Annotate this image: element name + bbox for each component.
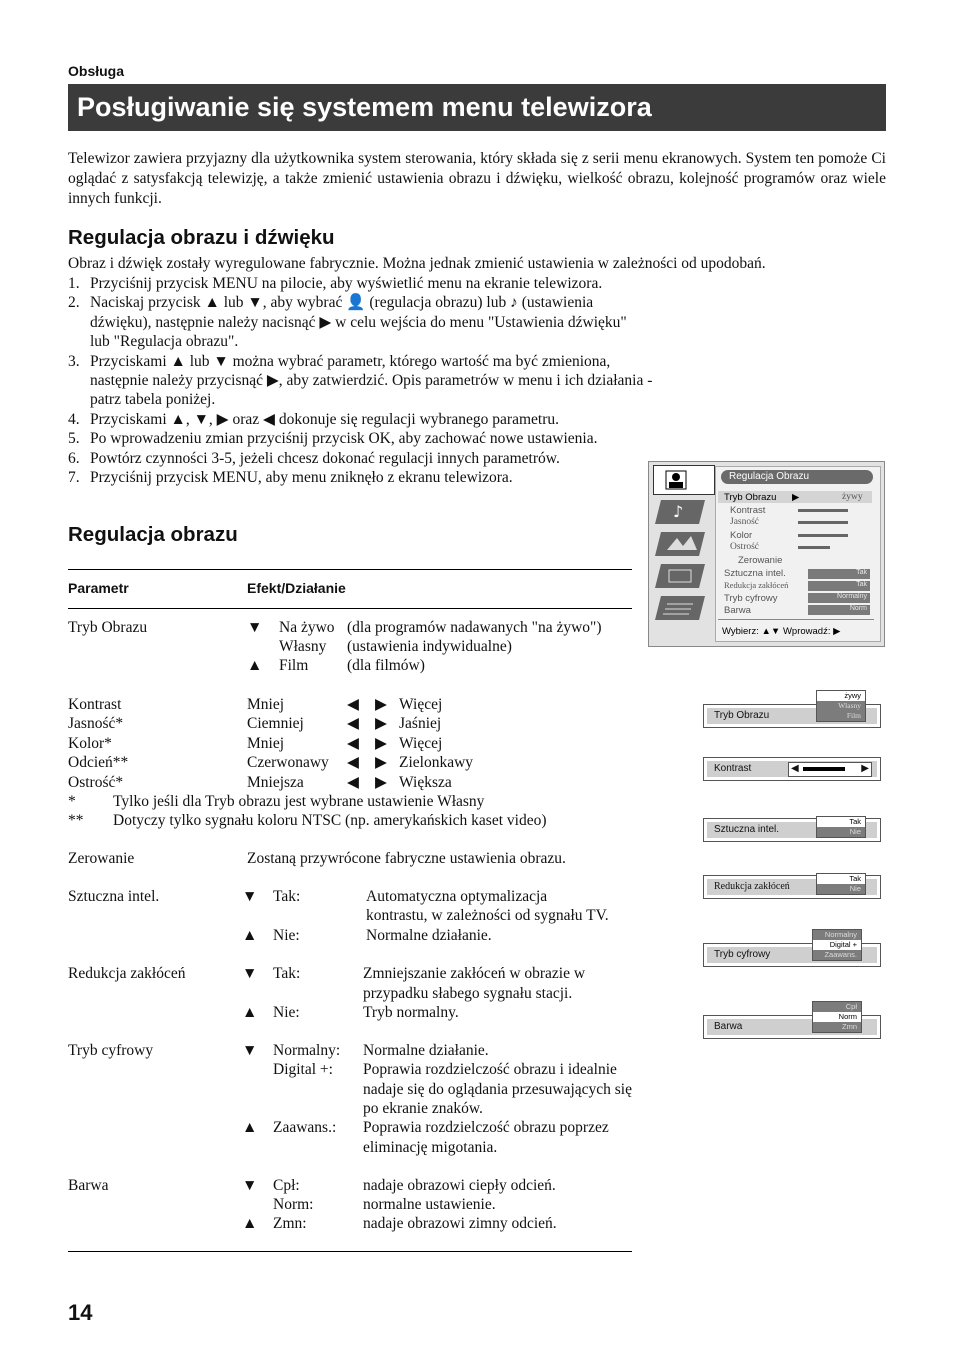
up-triangle-icon: ▲ — [242, 1119, 258, 1136]
box-label: Tryb Obrazu — [714, 710, 770, 721]
menu-item[interactable]: Zerowanie — [738, 555, 783, 566]
menu-panel — [715, 466, 881, 642]
footnote-text: Dotyczy tylko sygnału koloru NTSC (np. amerykańskich kaset video) — [113, 812, 547, 829]
value-label: Nie: — [273, 927, 300, 944]
menu-item[interactable]: Barwa — [724, 605, 751, 616]
option-item[interactable]: Norm — [813, 1012, 861, 1022]
value-desc: Normalne działanie. — [363, 1042, 489, 1059]
menu-divider — [718, 619, 874, 620]
down-triangle-icon: ▼ — [242, 888, 258, 905]
value-desc: (dla filmów) — [347, 657, 425, 674]
right-triangle-icon: ▶ — [375, 696, 387, 713]
value-label: Na żywo — [279, 619, 335, 636]
list-item: 5. Po wprowadzeniu zmian przyciśnij przycisk OK, aby zachować nowe ustawienia. — [68, 430, 598, 448]
table-header-parametr: Parametr — [68, 580, 129, 596]
picture-tab-icon[interactable] — [653, 465, 715, 495]
value-desc: nadaje obrazowi ciepły odcień. — [363, 1177, 556, 1194]
level-bar — [798, 534, 848, 537]
page-title: Posługiwanie się systemem menu telewizora — [68, 84, 886, 131]
sztuczna-options — [816, 816, 866, 838]
svg-text:♪: ♪ — [673, 502, 684, 521]
footnote-mark: ** — [68, 812, 84, 829]
section-heading-picture: Regulacja obrazu — [68, 523, 238, 546]
kontrast-slider[interactable] — [788, 762, 872, 777]
option-item[interactable]: Zaawans. — [824, 950, 857, 959]
preset-tab-icon[interactable] — [653, 594, 709, 622]
steps-list — [68, 274, 668, 487]
section-paragraph: Obraz i dźwięk zostały wyregulowane fabrycznie. Można jednak zmienić ustawienia w zależności od upodobań. — [68, 255, 766, 272]
list-item: 6. Powtórz czynności 3-5, jeżeli chcesz dokonać regulacji innych parametrów. — [68, 449, 560, 467]
up-triangle-icon: ▲ — [242, 927, 258, 944]
value-label: Zmn: — [273, 1215, 307, 1232]
option-item[interactable]: Digital + — [813, 940, 861, 950]
param-barwa: Barwa — [68, 1177, 109, 1194]
down-triangle-icon: ▼ — [247, 619, 263, 636]
left-triangle-icon: ◀ — [347, 754, 359, 772]
list-item: 3. Przyciskami ▲ lub ▼ można wybrać parametr, którego wartość ma być zmieniona, następnie należy przycisnąć ▶, aby zatwierdzić. Opis parametrów w menu i ich działania - patrz tabela poniżej. — [68, 352, 653, 409]
option-item[interactable]: Nie — [849, 827, 861, 836]
menu-item[interactable]: Jasność — [730, 517, 760, 527]
down-triangle-icon: ▼ — [242, 1177, 258, 1194]
value-desc: przypadku słabego sygnału stacji. — [363, 985, 573, 1002]
barwa-options — [812, 1001, 862, 1033]
menu-item[interactable]: Kolor — [730, 530, 753, 541]
option-item[interactable]: Zmn — [842, 1022, 857, 1031]
right-triangle-icon: ▶ — [375, 715, 387, 733]
menu-item-value: Norm — [808, 605, 870, 615]
option-item[interactable]: żywy — [817, 691, 865, 701]
footnote-mark: * — [68, 793, 76, 810]
param-redukcja: Redukcja zakłóceń — [68, 965, 186, 982]
left-triangle-icon: ◀ — [347, 773, 359, 791]
right-triangle-icon: ▶ — [375, 773, 387, 791]
value-label: Tak: — [273, 888, 301, 905]
table-rule-bottom — [68, 1251, 632, 1252]
value-desc: Poprawia rozdzielczość obrazu poprzez — [363, 1119, 609, 1136]
level-bar — [798, 509, 848, 512]
menu-tabs — [653, 462, 711, 644]
option-item[interactable]: Tak — [817, 817, 865, 827]
value-desc: po ekranie znaków. — [363, 1100, 483, 1117]
right-triangle-icon: ▶ — [861, 763, 869, 774]
value-desc: normalne ustawienie. — [363, 1196, 496, 1213]
box-label: Sztuczna intel. — [714, 824, 780, 835]
tryb-options — [816, 690, 866, 722]
value-label: Nie: — [273, 1004, 300, 1021]
right-triangle-icon: ▶ — [375, 734, 387, 752]
footnote-text: Tylko jeśli dla Tryb obrazu jest wybrane ustawienie Własny — [113, 793, 485, 810]
section-heading-sound-picture: Regulacja obrazu i dźwięku — [68, 226, 335, 249]
left-triangle-icon: ◀ — [347, 696, 359, 713]
value-label: Film — [279, 657, 309, 674]
redukcja-options — [816, 873, 866, 895]
box-label: Redukcja zakłóceń — [714, 881, 790, 892]
right-triangle-icon: ▶ — [375, 754, 387, 772]
option-item[interactable]: Nie — [849, 884, 861, 893]
menu-item-value: Tak — [808, 581, 870, 591]
down-triangle-icon: ▼ — [242, 965, 258, 982]
list-item: 2. Naciskaj przycisk ▲ lub ▼, aby wybrać 👤 (regulacja obrazu) lub ♪ (ustawienia dźwięku), następnie należy nacisnąć ▶ w celu wejścia do menu "Ustawienia dźwięku" lub "Regulacja obrazu". — [68, 294, 627, 351]
option-item[interactable]: Własny — [838, 701, 861, 710]
option-item[interactable]: Tak — [817, 874, 865, 884]
list-item: 7. Przyciśnij przycisk MENU, aby menu zniknęło z ekranu telewizora. — [68, 469, 513, 487]
menu-title: Regulacja Obrazu — [721, 470, 873, 484]
menu-item-value: Tak — [808, 569, 870, 579]
left-triangle-icon: ◀ — [347, 734, 359, 752]
value-desc: Normalne działanie. — [366, 927, 492, 944]
box-label: Tryb cyfrowy — [714, 949, 771, 960]
value-desc: nadaje się do oglądania przesuwających się — [363, 1081, 632, 1098]
features-tab-icon[interactable] — [653, 530, 709, 558]
menu-item[interactable]: Ostrość — [730, 542, 760, 552]
down-triangle-icon: ▼ — [242, 1042, 258, 1059]
table-header-efekt: Efekt/Działanie — [247, 580, 346, 596]
menu-item[interactable]: Redukcja zakłóceń — [724, 580, 789, 590]
value-desc: kontrastu, w zależności od sygnału TV. — [366, 907, 609, 924]
value-label: Tak: — [273, 965, 301, 982]
up-triangle-icon: ▲ — [242, 1004, 258, 1021]
left-triangle-icon: ◀ — [791, 763, 799, 774]
setup-tab-icon[interactable] — [653, 562, 709, 590]
slider-fill — [803, 767, 845, 771]
option-item[interactable]: Normalny — [824, 930, 857, 939]
level-bar — [798, 521, 848, 524]
right-triangle-icon: ▶ — [792, 492, 800, 503]
box-label: Kontrast — [714, 763, 752, 774]
value-desc: (dla programów nadawanych "na żywo") — [347, 619, 602, 636]
menu-item-value: żywy — [842, 492, 863, 502]
value-label: Cpł: — [273, 1177, 300, 1194]
value-desc: Zmniejszanie zakłóceń w obrazie w — [363, 965, 586, 982]
menu-item[interactable]: Sztuczna intel. — [724, 568, 786, 579]
param-tryb-obrazu: Tryb Obrazu — [68, 619, 148, 636]
box-label: Barwa — [714, 1021, 743, 1032]
value-label: Norm: — [273, 1196, 314, 1213]
value-desc: eliminację migotania. — [363, 1139, 498, 1156]
value-desc: nadaje obrazowi zimny odcień. — [363, 1215, 557, 1232]
value-desc: (ustawienia indywidualne) — [347, 638, 512, 655]
left-triangle-icon: ◀ — [347, 715, 359, 733]
menu-item[interactable]: Tryb Obrazu — [724, 492, 777, 503]
param-zerowanie: Zerowanie — [68, 850, 135, 867]
value-label: Zaawans.: — [273, 1119, 337, 1136]
list-item: 1. Przyciśnij przycisk MENU na pilocie, aby wyświetlić menu na ekranie telewizora. — [68, 275, 603, 292]
up-triangle-icon: ▲ — [247, 657, 263, 674]
cyfrowy-options — [812, 929, 862, 961]
up-triangle-icon: ▲ — [242, 1215, 258, 1232]
page-number: 14 — [68, 1300, 93, 1325]
menu-item[interactable]: Tryb cyfrowy — [724, 593, 778, 604]
value-desc: Tryb normalny. — [363, 1004, 459, 1021]
sound-tab-icon[interactable] — [653, 498, 709, 526]
value-desc: Automatyczna optymalizacja — [366, 888, 548, 905]
table-rule-header — [68, 608, 632, 609]
table-rule-top — [68, 569, 632, 570]
section-label: Obsługa — [68, 63, 125, 79]
value-label: Normalny: — [273, 1042, 341, 1059]
value-label: Digital +: — [273, 1061, 333, 1078]
option-item[interactable]: Cpł — [845, 1002, 857, 1011]
param-tryb-cyfrowy: Tryb cyfrowy — [68, 1042, 154, 1059]
value-desc: Poprawia rozdzielczość obrazu i idealnie — [363, 1061, 617, 1078]
param-sztuczna: Sztuczna intel. — [68, 888, 160, 905]
menu-item[interactable]: Kontrast — [730, 505, 766, 516]
menu-footer: Wybierz: ▲▼ Wprowadź: ▶ — [722, 626, 841, 637]
option-item[interactable]: Film — [846, 711, 861, 720]
param-desc: Zostaną przywrócone fabryczne ustawienia obrazu. — [247, 850, 566, 867]
kontrast-box — [703, 757, 881, 781]
list-item: 4. Przyciskami ▲, ▼, ▶ oraz ◀ dokonuje się regulacji wybranego parametru. — [68, 410, 560, 428]
value-label: Własny — [279, 638, 327, 655]
intro-paragraph: Telewizor zawiera przyjazny dla użytkownika system sterowania, który składa się z serii menu ekranowych. System ten pomoże Ci oglądać z satysfakcją telewizję, a także zmienić ustawienia obrazu i dźwięku, wielkość obrazu, kolejność programów oraz wiele innych funkcji. — [68, 150, 886, 207]
tv-menu-illustration — [648, 461, 885, 647]
menu-item-value: Normalny — [808, 593, 870, 603]
level-bar — [798, 546, 830, 549]
